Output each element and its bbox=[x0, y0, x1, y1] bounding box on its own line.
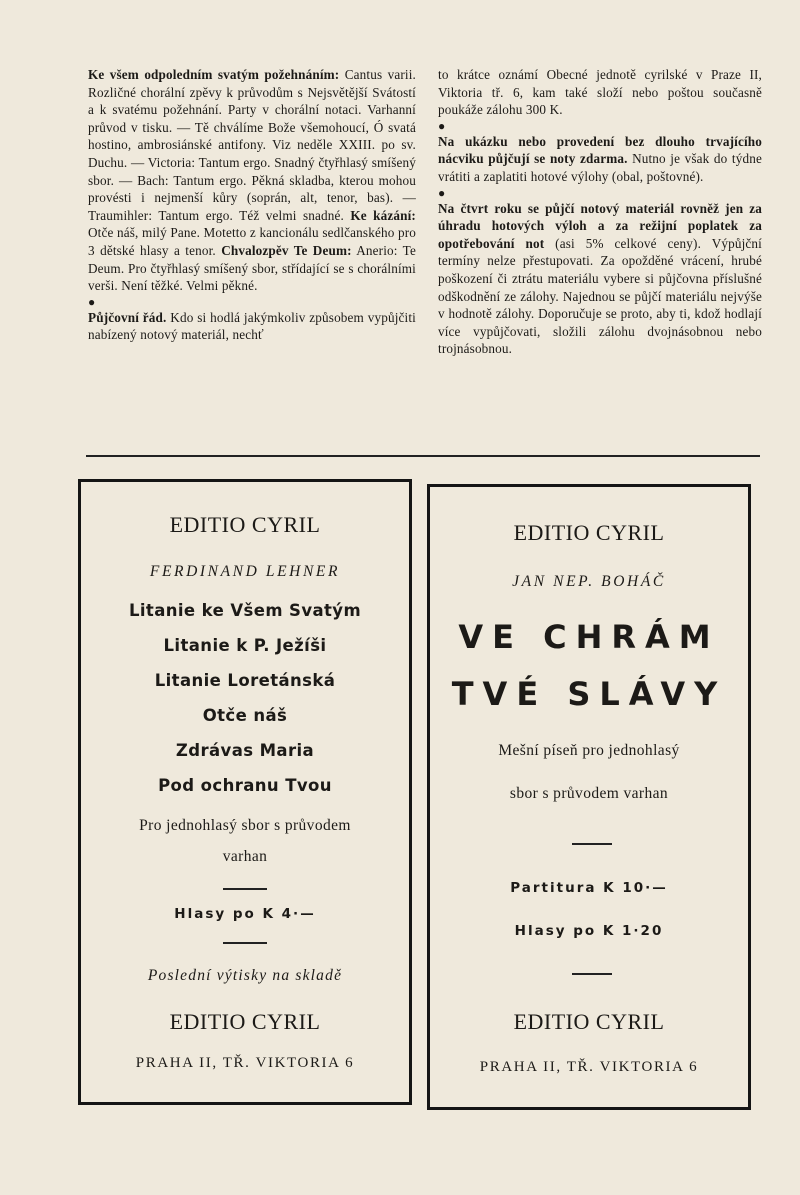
ad-description: sbor s průvodem varhan bbox=[509, 785, 669, 802]
paragraph-lead: Ke kázání: bbox=[350, 207, 416, 223]
ad-footer-publisher: EDITIO CYRIL bbox=[169, 1009, 321, 1034]
ad-title: Litanie Loretánská bbox=[154, 671, 336, 690]
ad-title: Litanie k P. Ježíši bbox=[163, 636, 327, 655]
ad-separator bbox=[223, 888, 267, 890]
bullet-icon: ● bbox=[438, 185, 446, 200]
ad-title: Litanie ke Všem Svatým bbox=[128, 601, 362, 620]
paragraph-sample-loan bbox=[438, 133, 762, 186]
paragraph-lead: Na ukázku nebo provedení bez dlouho trvajícího nácviku půjčují se noty zdarma. bbox=[438, 133, 762, 167]
paragraph-text: (asi 5% celkové ceny). Výpůjční termíny nelze přestupovati. Za opožděné vrácení, hrubé poškození či ztrátu materiálu vybere si půjčovna příslušné odškodnění ze zálohy. Najednou se půjčí materiálu nejvýše v hodnotě zálohy. Doporučuje se proto, aby ti, kdož hodlají více vypůjčovati, složili zálohu dvojnásobnou nebo trojnásobnou. bbox=[438, 235, 762, 357]
paragraph-text: Kdo si hodlá jakýmkoliv způsobem vypůjčiti nabízený notový materiál, nechť bbox=[88, 309, 416, 343]
advertisement-bohac bbox=[427, 484, 751, 1110]
ad-price: Hlasy po K 1·20 bbox=[514, 923, 664, 939]
paragraph-lead: Ke všem odpoledním svatým požehnáním: bbox=[88, 67, 340, 82]
paragraph-text: Cantus varii. Rozličné chorální zpěvy k průvodům s Nejsvětější Svátostí a k svatému požehnání. Party v chorální notaci. Varhanní průvod v tisku. — Tě chválíme Bože všemohoucí, Ó svatá hostino, ambrosiánské antifony. Viz neděle XXIII. po sv. Duchu. — Victoria: Tantum ergo. Snadný čtyřhlasý smíšený sbor. — Bach: Tantum ergo. Pěkná skladba, kterou mohou provésti i nejmenší kůry (soprán, alt, tenor, bas). — Traumihler: Tantum ergo. Též velmi snadné. bbox=[88, 67, 416, 223]
ad-address: PRAHA II, TŘ. VIKTORIA 6 bbox=[479, 1059, 699, 1075]
ad-title: TVÉ SLÁVY bbox=[451, 675, 727, 713]
paragraph-text: Anerio: Te Deum. Pro čtyřhlasý smíšený sbor, střídající se s chorálními verši. Není těžké. Velmi pěkné. bbox=[88, 242, 416, 294]
ad-separator bbox=[223, 942, 267, 944]
ad-address: PRAHA II, TŘ. VIKTORIA 6 bbox=[135, 1055, 355, 1071]
paragraph-lead: Na čtvrt roku se půjčí notový materiál rovněž jen za úhradu hotových výloh a za režijní poplatek za opotřebování not bbox=[438, 200, 762, 251]
ad-description: Pro jednohlasý sbor s průvodem bbox=[139, 817, 351, 834]
left-text-column bbox=[88, 66, 416, 344]
ad-price: Hlasy po K 4·— bbox=[174, 906, 316, 922]
paragraph-loan-notice: to krátce oznámí Obecné jednotě cyrilské v Praze II, Viktoria tř. 6, kam také složí nebo poštou současně poukáže zálohu 300 K. bbox=[438, 67, 762, 118]
paragraph-text: Nutno je však do týdne vrátiti a zaplatiti hotové výlohy (obal, poštovné). bbox=[438, 151, 762, 184]
paragraph-loan-rules bbox=[88, 309, 416, 344]
ad-title: VE CHRÁM bbox=[458, 618, 720, 656]
bullet-icon: ● bbox=[88, 294, 96, 309]
ad-note: Poslední výtisky na skladě bbox=[147, 967, 343, 984]
ad-separator bbox=[572, 973, 612, 975]
ad-title: Zdrávas Maria bbox=[175, 741, 315, 760]
paragraph-text: Otče náš, milý Pane. Motetto z kancionálu sedlčanského pro 3 dětské hlasy a tenor. bbox=[88, 225, 416, 258]
advertisement-lehner bbox=[78, 479, 412, 1105]
ad-publisher: EDITIO CYRIL bbox=[513, 520, 665, 545]
ad-composer: FERDINAND LEHNER bbox=[149, 563, 341, 580]
ad-description: Mešní píseň pro jednohlasý bbox=[498, 742, 680, 759]
paragraph-lead: Chvalozpěv Te Deum: bbox=[221, 242, 352, 258]
ad-title: Otče náš bbox=[202, 706, 288, 725]
right-text-column bbox=[438, 66, 762, 358]
ad-composer: JAN NEP. BOHÁČ bbox=[512, 573, 666, 590]
ad-separator bbox=[572, 843, 612, 845]
paragraph-lead: Půjčovní řád. bbox=[88, 309, 167, 325]
ad-footer-publisher: EDITIO CYRIL bbox=[513, 1009, 665, 1034]
bullet-icon: ● bbox=[438, 118, 446, 133]
ad-description: varhan bbox=[222, 848, 268, 865]
ad-title: Pod ochranu Tvou bbox=[158, 776, 332, 795]
paragraph-afternoon-blessing bbox=[88, 66, 416, 295]
ad-publisher: EDITIO CYRIL bbox=[169, 512, 321, 537]
paragraph-quarter-loan bbox=[438, 200, 762, 358]
horizontal-divider bbox=[86, 455, 760, 457]
ad-price: Partitura K 10·— bbox=[510, 880, 668, 896]
